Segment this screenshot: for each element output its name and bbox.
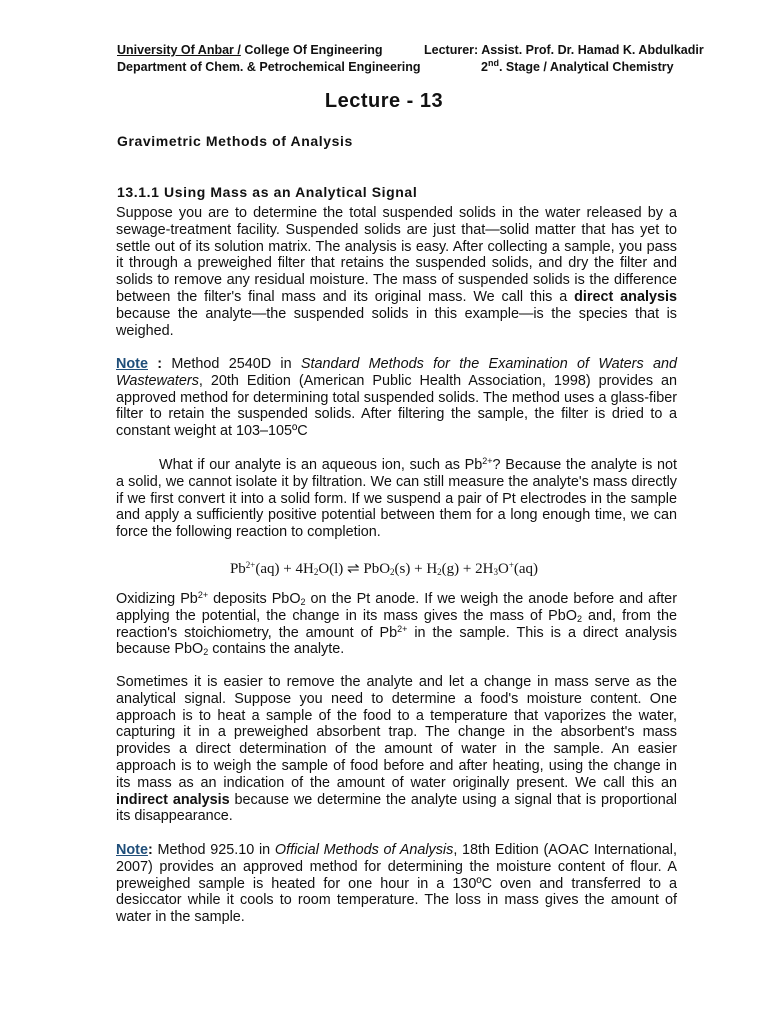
eq-part: O — [497, 561, 509, 577]
eq-part: (s) + H — [394, 561, 438, 577]
note2-label: Note — [116, 842, 148, 858]
eq-sup: + — [508, 560, 514, 570]
p2-text-b: ? Because the analyte is not a solid, we cannot isolate it by filtration. We can still measure the analyte's mass directly if we first convert it into a solid form. If we suspend a pair of Pt electrodes in the sample and apply a sufficiently positive potential between them for a long enough time, we can force the following reaction to completion. — [116, 457, 677, 541]
header-department: Department of Chem. & Petrochemical Engineering — [117, 60, 421, 74]
note1-label: Note — [116, 356, 148, 372]
note1-text-b: , 20th Edition (American Public Health Association, 1998) provides an approved method for determining total suspended solids. The method uses a glass-fiber filter to retain the suspended solids. After filtering the sample, the filter is dried to a constant weight at 103–105ºC — [116, 372, 677, 440]
subsection-heading: 13.1.1 Using Mass as an Analytical Signal — [117, 184, 418, 200]
eq-part: O(l) ⇌ PbO — [318, 561, 391, 577]
note1-text-a: Method 2540D in — [171, 356, 301, 372]
eq-sub: 2 — [390, 567, 395, 577]
header-stage-number: 2 — [481, 60, 488, 74]
header-affiliation — [117, 43, 383, 57]
eq-part: (aq) — [513, 561, 539, 577]
p2-text-a: What if our analyte is an aqueous ion, such as Pb — [159, 457, 483, 473]
note2-text-b: , 18th Edition (AOAC International, 2007) provides an approved method for determining the moisture content of flour. A preweighed sample is heated for one hour in a 130ºC oven and transferred to a desiccator while it cools to room temperature. The loss in mass gives the amount of water in the sample. — [116, 842, 677, 926]
p3-sub: 2 — [300, 597, 306, 607]
p2-superscript: 2+ — [482, 456, 493, 466]
header-university: University Of Anbar / — [117, 43, 241, 57]
note2-text-a: Method 925.10 in — [157, 842, 275, 858]
p1-text-b: because the analyte—the suspended solids in this example—is the species that is weighed. — [116, 305, 677, 339]
header-college: College Of Engineering — [244, 43, 383, 57]
p3-text: Oxidizing Pb — [116, 591, 198, 607]
note2-reference-title: Official Methods of Analysis — [274, 842, 454, 858]
p1-term-direct-analysis: direct analysis — [574, 288, 677, 305]
paragraph-oxidizing-lead — [116, 591, 677, 658]
p3-text: on the Pt anode. If we weigh the anode before and after applying the potential, the change in its mass gives the mass of PbO — [116, 591, 677, 624]
note-method-925-10 — [116, 842, 677, 926]
p3-sub: 2 — [203, 647, 209, 658]
section-heading: Gravimetric Methods of Analysis — [117, 133, 353, 149]
eq-sup: 2+ — [245, 560, 256, 570]
p3-sup: 2+ — [397, 623, 408, 634]
p3-sub: 2 — [576, 613, 582, 624]
p3-text: contains the analyte. — [208, 641, 345, 658]
eq-sub: 2 — [313, 567, 319, 577]
header-lecturer: Lecturer: Assist. Prof. Dr. Hamad K. Abdulkadir — [424, 43, 704, 57]
header-stage-course: . Stage / Analytical Chemistry — [498, 60, 674, 74]
p4-text-a: Sometimes it is easier to remove the analyte and let a change in mass serve as the analytical signal. Suppose you need to determine a food's moisture content. One approach is to heat a sample of the food to a temperature that vaporizes the water, capturing it in a preweighed absorbent trap. The change in the absorbent's mass provides a direct determination of the amount of water in the sample. An easier approach is to weigh the sample of food before and after heating, using the change in its mass as an indication of the amount of water originally present. We call this an — [116, 674, 677, 791]
eq-part: (aq) + 4H — [255, 561, 314, 577]
p3-text: in the sample. This is a direct analysis because PbO — [116, 624, 677, 658]
note2-colon: : — [147, 842, 158, 858]
paragraph-direct-analysis — [116, 205, 677, 339]
reaction-equation — [0, 559, 768, 578]
lecture-title: Lecture - 13 — [324, 90, 444, 112]
note1-reference-title: Standard Methods for the Examination of Waters and Wastewaters — [116, 356, 677, 389]
p1-text-a: Suppose you are to determine the total suspended solids in the water released by a sewage-treatment facility. Suspended solids are just that—solid matter that has yet to settle out of its solution matrix. The analysis is easy. After collecting a sample, you pass it through a preweighed filter that retains the suspended solids, and dry the filter and solids to remove any residual moisture. The mass of suspended solids is the difference between the filter's final mass and its original mass. We call this a — [116, 205, 677, 305]
p3-text: deposits PbO — [208, 591, 301, 607]
eq-sub: 2 — [437, 567, 442, 577]
eq-part: Pb — [229, 561, 246, 577]
header-stage — [481, 60, 674, 74]
paragraph-indirect-analysis — [116, 674, 677, 825]
p4-text-b: because we determine the analyte using a signal that is proportional its disappearance. — [116, 791, 677, 825]
p3-sup: 2+ — [197, 590, 209, 600]
eq-part: (g) + 2H — [441, 561, 494, 577]
header-stage-suffix: nd — [487, 58, 499, 68]
p3-text: and, from the reaction's stoichiometry, the amount of Pb — [116, 607, 678, 641]
paragraph-aqueous-ion — [116, 457, 677, 541]
note-method-2540d — [116, 356, 677, 440]
p4-term-indirect-analysis: indirect analysis — [116, 791, 230, 808]
eq-sub: 3 — [493, 567, 498, 577]
note1-colon: : — [147, 356, 172, 372]
